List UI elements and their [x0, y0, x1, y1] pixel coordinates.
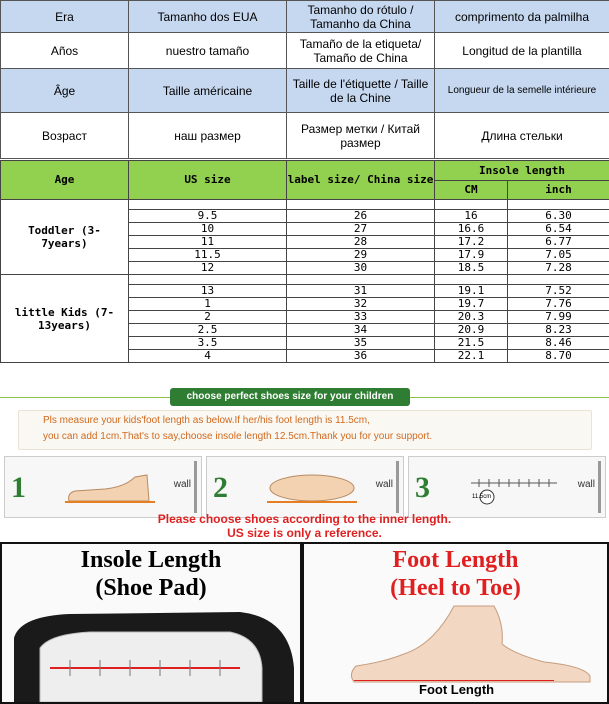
size-cell: 20.3	[435, 311, 508, 324]
size-cell: 31	[287, 285, 435, 298]
wall-label: wall	[577, 479, 595, 490]
language-table	[0, 0, 609, 159]
language-cell: Возраст	[1, 113, 129, 159]
empty-cell	[508, 200, 609, 210]
size-cell: 17.2	[435, 236, 508, 249]
step-1	[4, 456, 202, 518]
header-label-size: label size/ China size	[287, 161, 435, 200]
language-cell: наш размер	[129, 113, 287, 159]
header-age: Age	[1, 161, 129, 200]
header-inch: inch	[508, 181, 609, 200]
step-2	[206, 456, 404, 518]
size-cell: 28	[287, 236, 435, 249]
size-cell: 7.76	[508, 298, 609, 311]
foot-title: Foot Length	[392, 547, 519, 573]
size-cell: 2.5	[129, 324, 287, 337]
size-cell: 36	[287, 350, 435, 363]
warning-line-1: Please choose shoes according to the inner length.	[157, 512, 452, 526]
foot-side-icon	[65, 471, 155, 505]
table-row	[1, 275, 609, 285]
foot-side-view-icon	[344, 604, 604, 684]
empty-cell	[129, 275, 287, 285]
wall-icon	[396, 461, 399, 513]
language-cell: Tamaño de la etiqueta/ Tamaño de China	[287, 33, 435, 69]
language-cell: Taille de l'étiquette / Taille de la Chine	[287, 69, 435, 113]
size-cell: 8.23	[508, 324, 609, 337]
language-cell: Размер метки / Китай размер	[287, 113, 435, 159]
size-cell: 7.52	[508, 285, 609, 298]
size-cell: 12	[129, 262, 287, 275]
size-cell: 4	[129, 350, 287, 363]
language-cell: Taille américaine	[129, 69, 287, 113]
measurement-note	[18, 410, 592, 450]
size-cell: 19.1	[435, 285, 508, 298]
size-cell: 17.9	[435, 249, 508, 262]
language-row	[1, 69, 609, 113]
foot-subtitle: (Heel to Toe)	[390, 575, 521, 601]
size-cell: 2	[129, 311, 287, 324]
foot-panel	[302, 542, 609, 704]
size-cell: 18.5	[435, 262, 508, 275]
language-cell: Años	[1, 33, 129, 69]
age-group-cell: Toddler (3-7years)	[1, 200, 129, 275]
size-cell: 30	[287, 262, 435, 275]
language-cell: comprimento da palmilha	[435, 1, 609, 33]
size-cell: 29	[287, 249, 435, 262]
language-cell: Era	[1, 1, 129, 33]
step-3	[408, 456, 606, 518]
language-cell: nuestro tamaño	[129, 33, 287, 69]
size-cell: 22.1	[435, 350, 508, 363]
language-row	[1, 33, 609, 69]
empty-cell	[435, 275, 508, 285]
table-row	[1, 200, 609, 210]
foot-length-line	[354, 680, 554, 681]
language-cell: Длина стельки	[435, 113, 609, 159]
note-line-1: Pls measure your kids'foot length as below.If her/his foot length is 11.5cm,	[43, 415, 370, 426]
size-cell: 35	[287, 337, 435, 350]
measure-value: 11.5cm	[472, 494, 492, 500]
language-cell: Âge	[1, 69, 129, 113]
size-cell: 27	[287, 223, 435, 236]
size-chart-table	[0, 160, 609, 363]
wall-icon	[194, 461, 197, 513]
warning-line-2: US size is only a reference.	[227, 526, 382, 540]
size-cell: 7.99	[508, 311, 609, 324]
size-cell: 3.5	[129, 337, 287, 350]
header-insole: Insole length	[435, 161, 609, 181]
size-cell: 26	[287, 210, 435, 223]
size-cell: 34	[287, 324, 435, 337]
size-cell: 16	[435, 210, 508, 223]
foot-top-icon	[267, 471, 357, 505]
shoe-insole-icon	[10, 608, 296, 702]
insole-title: Insole Length	[80, 547, 222, 573]
size-guide-banner	[0, 382, 609, 542]
header-us-size: US size	[129, 161, 287, 200]
size-cell: 6.77	[508, 236, 609, 249]
size-cell: 1	[129, 298, 287, 311]
age-group-cell: little Kids (7-13years)	[1, 275, 129, 363]
insole-panel	[0, 542, 302, 704]
language-cell: Tamanho do rótulo / Tamanho da China	[287, 1, 435, 33]
wall-icon	[598, 461, 601, 513]
step-number: 1	[11, 471, 26, 504]
size-cell: 8.46	[508, 337, 609, 350]
size-cell: 8.70	[508, 350, 609, 363]
language-cell: Longueur de la semelle intérieure	[435, 69, 609, 113]
size-cell: 11	[129, 236, 287, 249]
empty-cell	[129, 200, 287, 210]
language-row	[1, 113, 609, 159]
language-cell: Longitud de la plantilla	[435, 33, 609, 69]
size-cell: 6.54	[508, 223, 609, 236]
empty-cell	[287, 200, 435, 210]
empty-cell	[508, 275, 609, 285]
size-cell: 9.5	[129, 210, 287, 223]
size-cell: 7.05	[508, 249, 609, 262]
step-number: 2	[213, 471, 228, 504]
language-row	[1, 1, 609, 33]
size-cell: 13	[129, 285, 287, 298]
language-cell: Tamanho dos EUA	[129, 1, 287, 33]
header-cm: CM	[435, 181, 508, 200]
size-cell: 20.9	[435, 324, 508, 337]
size-cell: 33	[287, 311, 435, 324]
size-cell: 21.5	[435, 337, 508, 350]
step-number: 3	[415, 471, 430, 504]
insole-subtitle: (Shoe Pad)	[95, 575, 207, 601]
empty-cell	[287, 275, 435, 285]
size-cell: 19.7	[435, 298, 508, 311]
wall-label: wall	[375, 479, 393, 490]
size-cell: 10	[129, 223, 287, 236]
wall-label: wall	[173, 479, 191, 490]
foot-length-label: Foot Length	[419, 682, 495, 697]
note-line-2: you can add 1cm.That's to say,choose insole length 12.5cm.Thank you for your support.	[43, 431, 433, 442]
size-cell: 11.5	[129, 249, 287, 262]
guide-title: choose perfect shoes size for your children	[170, 388, 410, 406]
size-cell: 16.6	[435, 223, 508, 236]
empty-cell	[435, 200, 508, 210]
size-cell: 32	[287, 298, 435, 311]
bottom-illustration	[0, 542, 609, 704]
size-cell: 6.30	[508, 210, 609, 223]
size-cell: 7.28	[508, 262, 609, 275]
